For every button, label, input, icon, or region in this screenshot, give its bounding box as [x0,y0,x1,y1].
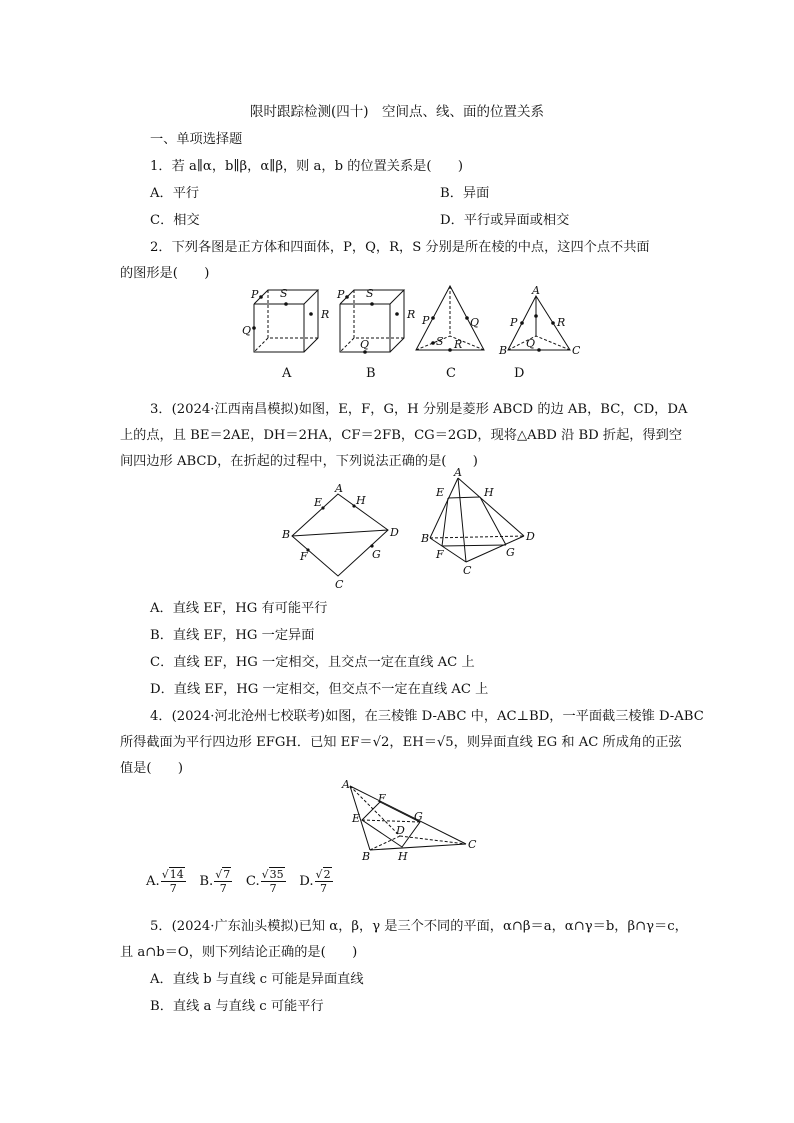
cube-b-figure [336,287,415,354]
pyramid-label-b: B [362,850,371,863]
pyramid-label-h: H [398,850,408,863]
folded-label-g: G [506,546,515,559]
tetra-d-label-a: A [532,284,540,297]
tetra-d-label-r: R [557,316,566,329]
tetra-d-label-b: B [499,344,508,357]
q4-pyramid-figure [340,778,485,864]
tetra-d-label-q: Q [526,337,536,350]
q2-stem-line1: 2．下列各图是正方体和四面体，P，Q，R，S 分别是所在棱的中点，这四个点不共面 [150,240,650,255]
q3-figures [280,466,550,588]
cube-b-label-p: P [337,288,345,301]
q4-option-a[interactable]: A. $\frac{√14}{7}$ [146,868,184,895]
q4-option-c[interactable]: C. $\frac{√35}{7}$ [245,868,284,895]
q4-option-b[interactable]: B. $\frac{√7}{7}$ [199,868,231,895]
tetra-d-figure [498,284,580,357]
q2-fig-label-d: D [514,366,525,381]
tetra-c-label-s: S [436,335,444,348]
folded-figure [420,466,535,577]
cube-a-label-q: Q [242,324,252,337]
q3-option-c[interactable]: C．直线 EF，HG 一定相交，且交点一定在直线 AC 上 [150,655,475,670]
folded-label-c: C [463,564,472,577]
q5-stem-line2: 且 a∩b＝O，则下列结论正确的是( ) [120,945,358,960]
q3-stem-line2: 上的点，且 BE＝2AE，DH＝2HA，CF＝2FB，CG＝2GD，现将△ABD 沿 BD 折起，得到空 [120,428,683,443]
folded-label-h: H [484,486,494,499]
pyramid-label-d: D [396,824,405,837]
q1-option-c[interactable]: C．相交 [150,213,200,228]
q1-option-d[interactable]: D．平行或异面或相交 [440,213,570,228]
q1-stem: 1．若 a∥α，b∥β，α∥β，则 a，b 的位置关系是( ) [150,159,464,174]
pyramid-label-c: C [468,838,477,851]
q3-option-b[interactable]: B．直线 EF，HG 一定异面 [150,628,315,643]
q4-option-d[interactable]: D. $\frac{√2}{7}$ [299,868,331,895]
pyramid-label-e: E [352,812,361,825]
q3-stem-line3: 间四边形 ABCD，在折起的过程中，下列说法正确的是( ) [120,454,478,469]
folded-label-d: D [526,530,535,543]
section-heading: 一、单项选择题 [150,132,243,147]
pyramid-label-g: G [414,810,423,823]
q4-stem-line1: 4．(2024·河北沧州七校联考)如图，在三棱锥 D-ABC 中，AC⊥BD，一平面截三棱锥 D-ABC [150,709,704,724]
tetra-c-figure [416,286,484,352]
q5-option-a[interactable]: A．直线 b 与直线 c 可能是异面直线 [150,972,364,987]
q2-fig-label-c: C [446,366,456,381]
q2-fig-label-b: B [366,366,376,381]
q3-option-d[interactable]: D．直线 EF，HG 一定相交，但交点不一定在直线 AC 上 [150,682,489,697]
q3-option-a[interactable]: A．直线 EF，HG 有可能平行 [150,601,328,616]
q2-stem-line2: 的图形是( ) [120,266,210,281]
rhombus-label-g: G [372,548,381,561]
q4-stem-line2: 所得截面为平行四边形 EFGH．已知 EF＝√2，EH＝√5，则异面直线 EG 和 AC 所成角的正弦 [120,735,682,750]
cube-b-label-r: R [407,308,416,321]
cube-a-label-r: R [321,308,330,321]
q1-option-a[interactable]: A．平行 [150,186,200,201]
q2-figures [240,282,580,362]
q5-stem-line1: 5．(2024·广东汕头模拟)已知 α，β，γ 是三个不同的平面，α∩β＝a，α∩γ＝b，β∩γ＝c， [150,919,688,934]
q2-fig-label-a: A [282,366,292,381]
rhombus-label-b: B [282,528,291,541]
tetra-d-label-p: P [510,316,518,329]
folded-label-b: B [421,532,430,545]
cube-a-figure [242,287,329,352]
q3-stem-line1: 3．(2024·江西南昌模拟)如图，E，F，G，H 分别是菱形 ABCD 的边 AB，BC，CD，DA [150,402,688,417]
page-title: 限时跟踪检测(四十) 空间点、线、面的位置关系 [249,104,545,120]
pyramid-label-a: A [342,778,350,791]
rhombus-label-e: E [314,496,323,509]
tetra-c-label-r: R [454,338,463,351]
rhombus-figure [281,482,399,588]
pyramid-label-f: F [378,792,386,805]
q4-options [146,868,334,895]
rhombus-label-c: C [335,578,344,588]
rhombus-label-f: F [300,550,308,563]
rhombus-label-d: D [390,526,399,539]
folded-label-e: E [436,486,445,499]
q4-stem-line3: 值是( ) [120,761,184,776]
rhombus-label-h: H [356,494,366,507]
tetra-d-label-c: C [572,344,580,357]
cube-b-label-s: S [366,287,374,300]
folded-label-a: A [454,466,462,479]
rhombus-label-a: A [335,482,343,495]
tetra-c-label-q: Q [470,316,480,329]
tetra-c-label-p: P [422,314,430,327]
cube-a-label-p: P [251,288,259,301]
q5-option-b[interactable]: B．直线 a 与直线 c 可能平行 [150,999,324,1014]
folded-label-f: F [436,548,444,561]
cube-a-label-s: S [280,287,288,300]
cube-b-label-q: Q [360,338,370,351]
q1-option-b[interactable]: B．异面 [440,186,490,201]
